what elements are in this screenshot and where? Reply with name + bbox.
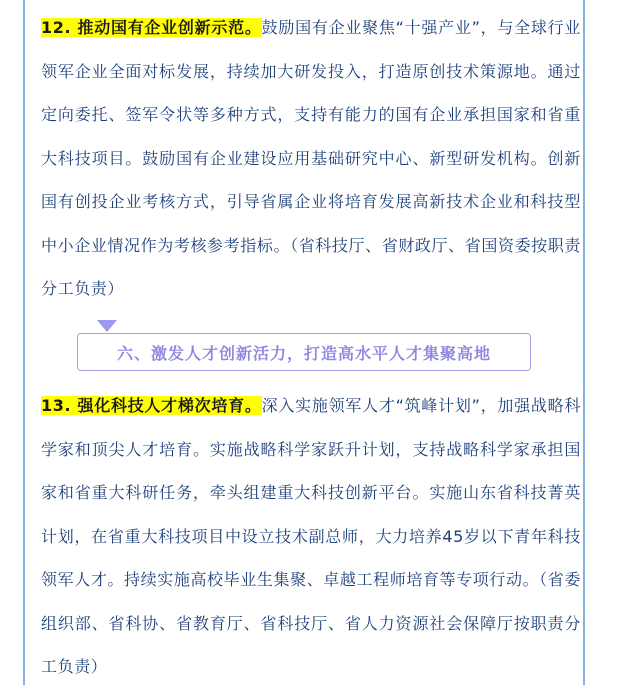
- section-6-title: 六、激发人才创新活力，打造高水平人才集聚高地: [116, 343, 491, 363]
- item-13-heading: 13. 强化科技人才梯次培育。: [41, 396, 262, 415]
- section-6-heading-box: [77, 333, 531, 371]
- item-13-paragraph: [41, 384, 581, 689]
- item-12-paragraph: [41, 6, 581, 311]
- item-12-body: 鼓励国有企业聚焦“十强产业”，与全球行业领军企业全面对标发展，持续加大研发投入，打造原创技术策源地。通过定向委托、签军令状等多种方式，支持有能力的国有企业承担国家和省重大科技项目。鼓励国有企业建设应用基础研究中心、新型研发机构。创新国有创投企业考核方式，引导省属企业将培育发展高新技术企业和科技型中小企业情况作为考核参考指标。（省科技厅、省财政厅、省国资委按职责分工负责）: [41, 18, 581, 298]
- item-12-heading: 12. 推动国有企业创新示范。: [41, 18, 262, 37]
- item-13-body: 深入实施领军人才“筑峰计划”，加强战略科学家和顶尖人才培育。实施战略科学家跃升计划，支持战略科学家承担国家和省重大科研任务，牵头组建重大科技创新平台。实施山东省科技菁英计划，在省重大科技项目中设立技术副总师，大力培养45岁以下青年科技领军人才。持续实施高校毕业生集聚、卓越工程师培育等专项行动。（省委组织部、省科协、省教育厅、省科技厅、省人力资源社会保障厅按职责分工负责）: [41, 396, 581, 676]
- triangle-down-icon: [97, 320, 117, 332]
